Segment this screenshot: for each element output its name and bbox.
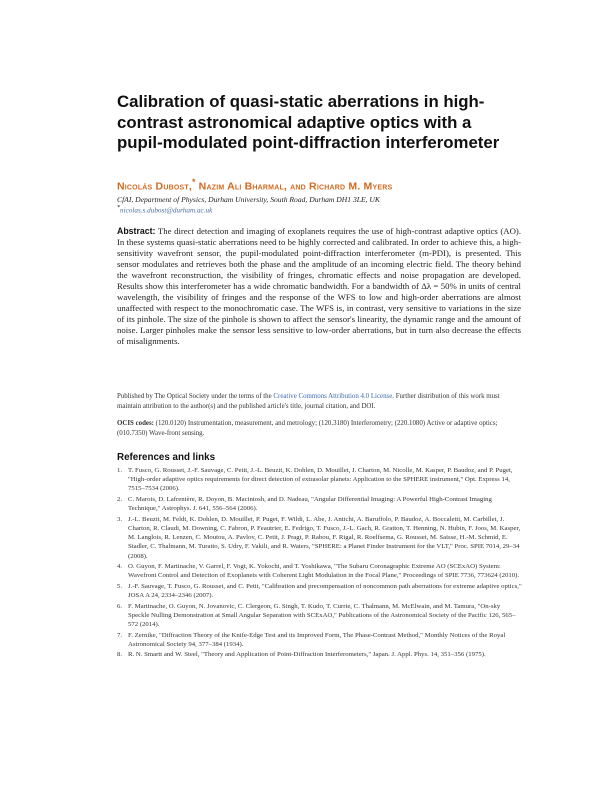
article-title: Calibration of quasi-static aberrations in high-contrast astronomical adaptive optics with a pupil-modulated point-diffraction interferometer bbox=[117, 92, 500, 152]
reference-item bbox=[117, 650, 523, 659]
reference-text: J.-L. Beuzit, M. Feldt, K. Dohlen, D. Mouillet, P. Puget, F. Wildi, L. Abe, J. Antichi, A. Baruffolo, P. Baudoz, A. Boccaletti, M. Carbillet, J. Charton, R. Claudi, M. Downing, C. Fabron, P. Feautrier, E. Fedrigo, T. Fusco, J.-L. Gach, R. Gratton, T. Henning, N. Hubin, F. Joos, M. Kasper, M. Langlois, R. Lenzen, C. Moutou, A. Pavlov, C. Petit, J. Pragt, P. Rabou, F. Rigal, R. Roelfsema, G. Rousset, M. Saisse, H.-M. Schmid, E. Stadler, C. Thalmann, M. Turatto, S. Udry, F. Vakili, and R. Waters, "SPHERE: a Planet Finder Instrument for the VLT," Proc. SPIE 7014, 29–34 (2008). bbox=[128, 515, 521, 560]
license-statement bbox=[117, 392, 521, 411]
abstract-label: Abstract: bbox=[117, 226, 156, 236]
reference-text: J.-F. Sauvage, T. Fusco, G. Rousset, and C. Petit, "Calibration and precompensation of noncommon path aberrations for extreme adaptive optics," JOSA A 24, 2334–2346 (2007). bbox=[128, 582, 522, 600]
reference-text: F. Zernike, "Diffraction Theory of the Knife-Edge Test and its Improved Form, The Phase-Contrast Method," Monthly Notices of the Royal Astronomical Society 94, 377–384 (1934). bbox=[128, 631, 506, 648]
reference-item bbox=[117, 562, 523, 580]
reference-text: C. Marois, D. Lafrenière, R. Doyon, B. Macintosh, and D. Nadeau, "Angular Differential Imaging: A Powerful High-Contrast Imaging Technique," Astrophys. J. 641, 556–564 (2006). bbox=[128, 495, 492, 513]
reference-item bbox=[117, 466, 523, 494]
email-mark: * bbox=[117, 205, 120, 211]
license-text-pre: Published by The Optical Society under the terms of the bbox=[117, 393, 274, 400]
reference-number: 6. bbox=[117, 602, 123, 610]
reference-item bbox=[117, 602, 523, 630]
ocis-codes bbox=[117, 419, 521, 438]
reference-number: 3. bbox=[117, 515, 123, 523]
ocis-label: OCIS codes: bbox=[117, 420, 154, 427]
reference-number: 8. bbox=[117, 651, 123, 659]
reference-item bbox=[117, 495, 523, 513]
corresponding-author-mark: * bbox=[191, 177, 196, 187]
reference-number: 4. bbox=[117, 563, 123, 571]
corresponding-email bbox=[117, 205, 212, 214]
reference-number: 5. bbox=[117, 582, 123, 590]
license-link[interactable]: Creative Commons Attribution 4.0 License bbox=[273, 393, 393, 400]
reference-text: F. Martinache, O. Guyon, N. Jovanovic, C. Clergeon, G. Singh, T. Kudo, T. Currie, C. Thalmann, M. McElwain, and M. Tamura, "On-sky Speckle Nulling Demonstration at Small Angular Separation with SCExAO," Publications of the Astronomical Society of the Pacific 126, 565–572 (2014). bbox=[128, 602, 516, 628]
reference-text: T. Fusco, G. Rousset, J.-F. Sauvage, C. Petit, J.-L. Beuzit, K. Dohlen, D. Mouillet, J. Charton, M. Nicolle, M. Kasper, P. Baudoz, and P. Puget, "High-order adaptive optics requirements for direct detection of extrasolar planets: Application to the SPHERE instrument," Opt. Express 14, 7515–7534 (2006). bbox=[128, 467, 513, 493]
reference-text: O. Guyon, F. Martinache, V. Garrel, F. Vogt, K. Yokochi, and T. Yoshikawa, "The Subaru Coronagraphic Extreme AO (SCExAO) System: Wavefront Control and Detection of Exoplanets with Coherent Light Modulation in the Focal Plane," Proceedings of SPIE 7736, 773624 (2010). bbox=[128, 563, 520, 580]
reference-number: 1. bbox=[117, 467, 123, 474]
affiliation: CfAI, Department of Physics, Durham University, South Road, Durham DH1 3LE, UK bbox=[117, 195, 380, 204]
reference-item bbox=[117, 515, 523, 561]
author-names: Nazim Ali Bharmal, and Richard M. Myers bbox=[195, 180, 393, 193]
ocis-text: (120.0120) Instrumentation, measurement, and metrology; (120.3180) Interferometry; (220.1080) Active or adaptive optics; (010.7350) Wave-front sensing. bbox=[117, 420, 498, 437]
author-list bbox=[117, 177, 537, 193]
license-text-post: . Further distribution of this work must maintain attribution to the author(s) and the published article's title, journal citation, and DOI. bbox=[117, 393, 500, 410]
reference-list bbox=[117, 466, 523, 661]
reference-item bbox=[117, 582, 523, 600]
references-heading: References and links bbox=[117, 452, 216, 463]
reference-number: 2. bbox=[117, 495, 123, 503]
reference-number: 7. bbox=[117, 631, 123, 639]
author-name: Nicolás Dubost, bbox=[117, 180, 192, 193]
abstract bbox=[117, 226, 521, 348]
abstract-text: The direct detection and imaging of exoplanets requires the use of high-contrast adaptive optics (AO). In these systems quasi-static aberrations need to be highly corrected and calibrated. In order to achieve this, a high-sensitivity wavefront sensor, the pupil-modulated point-diffraction interferometer (m-PDI), is presented. This sensor modulates and retrieves both the phase and the amplitude of an incoming electric field. The theory behind the wavefront reconstruction, the visibility of fringes, chromatic effects and noise propagation are developed. Results show this interferometer has a wide chromatic bandwidth. For a bandwidth of Δλ = 50% in units of central wavelength, the visibility of fringes and the response of the WFS to low and high-order aberrations are almost unaffected with respect to the monochromatic case. The WFS is, in contrast, very sensitive to variations in the size of its pinhole. The size of the pinhole is shown to affect the sensor's linearity, the dynamic range and the amount of noise. Larger pinholes make the sensor less sensitive to low-order aberrations, but in turn also decrease the effects of misalignments. bbox=[117, 226, 522, 347]
reference-item bbox=[117, 631, 523, 649]
email-address[interactable]: nicolas.s.dubost@durham.ac.uk bbox=[120, 206, 213, 215]
reference-text: R. N. Smartt and W. Steel, "Theory and Application of Point-Diffraction Interferometers," Japan. J. Appl. Phys. 14, 351–356 (1975). bbox=[128, 651, 486, 659]
